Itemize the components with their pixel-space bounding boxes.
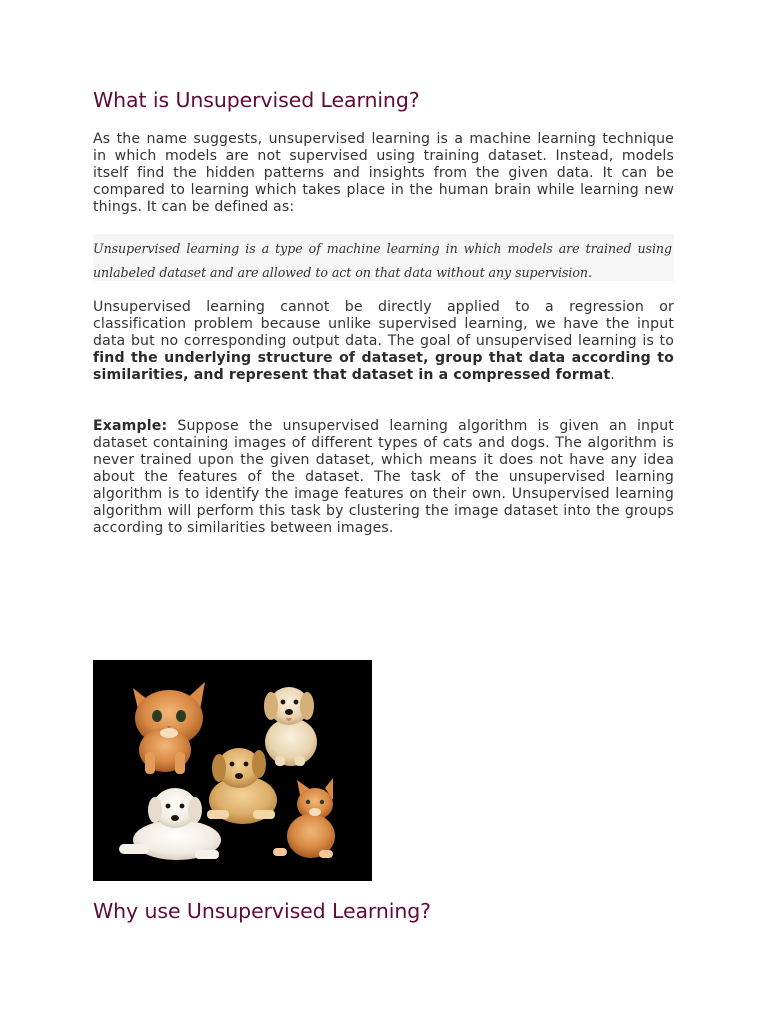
ginger-kitten-1	[133, 682, 205, 774]
example-text: Suppose the unsupervised learning algorithm is given an input dataset containing images of different types of cats and dogs. The algorithm is never trained upon the given dataset, which means it does not have any idea about the features of the dataset. The task of the unsupervised learning algorithm is to identify the image features on their own. Unsupervised learning algorithm will perform this task by clustering the image dataset into the groups according to similarities between images.	[93, 418, 674, 536]
cats-and-dogs-illustration	[93, 660, 372, 881]
example-label: Example:	[93, 418, 168, 434]
section-heading-what-is-unsupervised-learning: What is Unsupervised Learning?	[93, 88, 420, 112]
definition-text: Unsupervised learning is a type of machine learning in which models are trained using unlabeled dataset and are allowed to act on that data without any supervision.	[93, 241, 672, 280]
definition-blockquote	[93, 234, 674, 281]
golden-puppy	[207, 748, 277, 824]
example-paragraph	[93, 418, 674, 537]
ginger-kitten-2	[273, 778, 335, 858]
goal-text-before: Unsupervised learning cannot be directly applied to a regression or classification problem because unlike supervised learning, we have the input data but no corresponding output data. The goal of unsupervised learning is to	[93, 299, 674, 349]
white-puppy	[119, 788, 221, 860]
goal-paragraph	[93, 299, 674, 384]
section-heading-why-use-unsupervised-learning: Why use Unsupervised Learning?	[93, 899, 431, 923]
intro-paragraph: As the name suggests, unsupervised learning is a machine learning technique in which models are not supervised using training dataset. Instead, models itself find the hidden patterns and insights from the given data. It can be compared to learning which takes place in the human brain while learning new things. It can be defined as:	[93, 131, 674, 215]
goal-bold-text: find the underlying structure of dataset, group that data according to similarities, and represent that dataset in a compressed format	[93, 350, 674, 383]
cream-puppy	[264, 687, 317, 766]
cats-and-dogs-image	[93, 660, 372, 881]
goal-text-after: .	[610, 367, 615, 383]
